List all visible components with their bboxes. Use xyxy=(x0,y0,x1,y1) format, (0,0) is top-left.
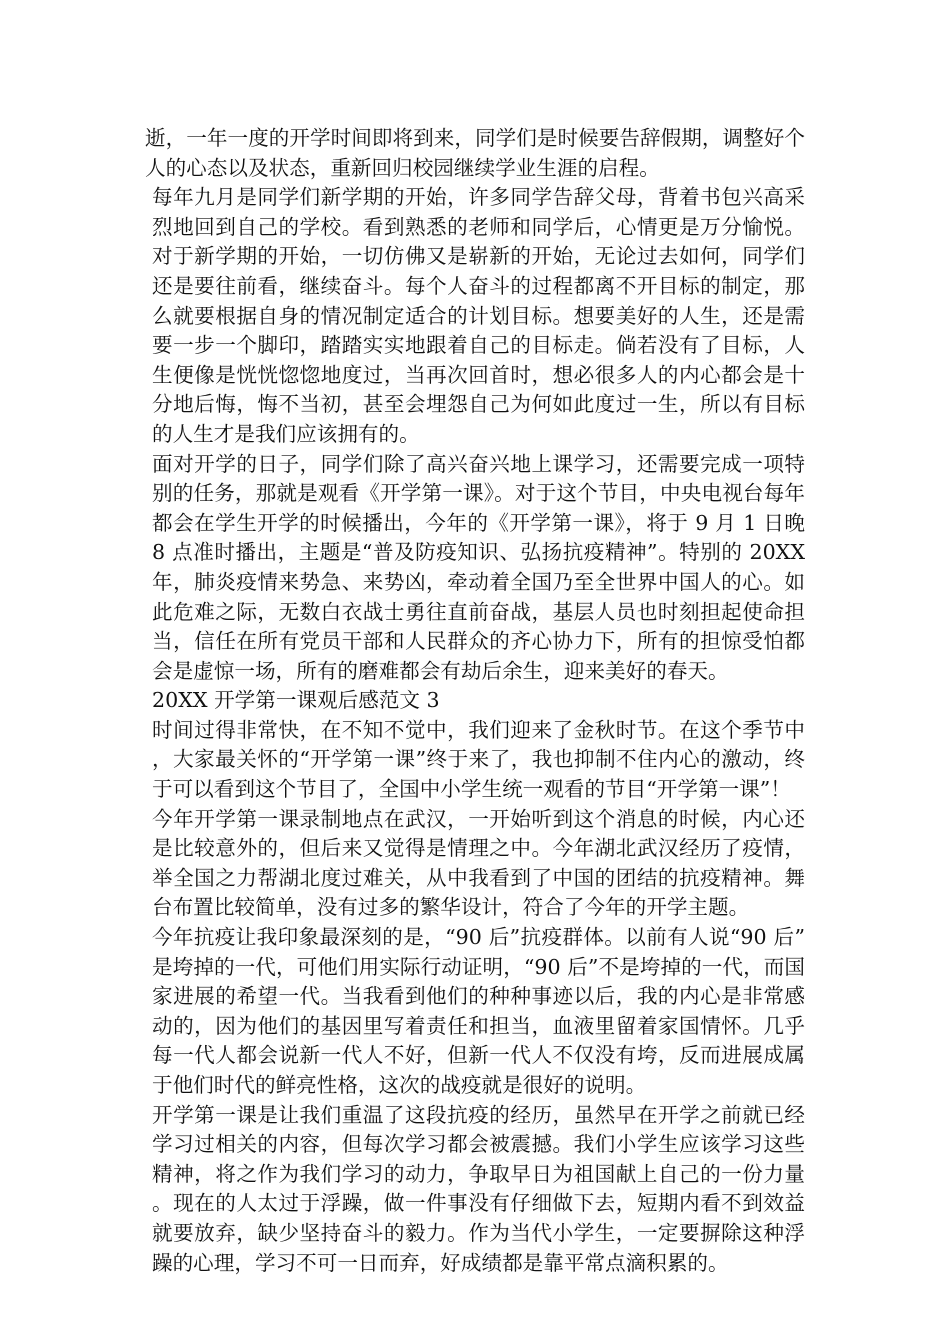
paragraph-new-semester: 每年九月是同学们新学期的开始，许多同学告辞父母，背着书包兴高采烈地回到自己的学校。看到熟悉的老师和同学后，心情更是万分愉悦。对于新学期的开始，一切仿佛又是崭新的开始，无论过去如何，同学们还是要往前看，继续奋斗。每个人奋斗的过程都离不开目标的制定，那么就要根据自身的情况制定适合的计划目标。想要美好的人生，还是需要一步一个脚印，踏踏实实地跟着自己的目标走。倘若没有了目标，人生便像是恍恍惚惚地度过，当再次回首时，想必很多人的内心都会是十分地后悔，悔不当初，甚至会埋怨自己为何如此度过一生，所以有目标的人生才是我们应该拥有的。 xyxy=(152,185,805,446)
paragraph-post-90s: 今年抗疫让我印象最深刻的是，“90 后”抗疫群体。以前有人说“90 后”是垮掉的一代，可他们用实际行动证明，“90 后”不是垮掉的一代，而国家进展的希望一代。当我看到他们的种种事迹以后，我的内心是非常感动的，因为他们的基因里写着责任和担当，血液里留着家国情怀。几乎每一代人都会说新一代人不好，但新一代人不仅没有垮，反而进展成属于他们时代的鲜亮性格，这次的战疫就是很好的说明。 xyxy=(152,925,805,1097)
paragraph-autumn: 时间过得非常快，在不知不觉中，我们迎来了金秋时节。在这个季节中，大家最关怀的“开学第一课”终于来了，我也抑制不住内心的激动，终于可以看到这个节目了，全国中小学生统一观看的节目“开学第一课”！ xyxy=(152,717,805,802)
paragraph-reflection: 开学第一课是让我们重温了这段抗疫的经历，虽然早在开学之前就已经学习过相关的内容，但每次学习都会被震撼。我们小学生应该学习这些精神，将之作为我们学习的动力，争取早日为祖国献上自己的一份力量。现在的人太过于浮躁，做一件事没有仔细做下去，短期内看不到效益就要放弃，缺少坚持奋斗的毅力。作为当代小学生，一定要摒除这种浮躁的心理，学习不可一日而弃，好成绩都是靠平常点滴积累的。 xyxy=(152,1102,805,1275)
paragraph-continuation: 逝，一年一度的开学时间即将到来，同学们是时候要告辞假期，调整好个人的心态以及状态，重新回归校园继续学业生涯的启程。 xyxy=(145,126,805,180)
section-heading: 20XX 开学第一课观后感范文 3 xyxy=(152,688,440,713)
document-page xyxy=(145,124,805,1278)
paragraph-first-lesson-broadcast: 面对开学的日子，同学们除了高兴奋兴地上课学习，还需要完成一项特别的任务，那就是观看《开学第一课》。对于这个节目，中央电视台每年都会在学生开学的时候播出，今年的《开学第一课》，将于 9 月 1 日晚 8 点准时播出，主题是“普及防疫知识、弘扬抗疫精神”。特别的 20XX 年，肺炎疫情来势急、来势凶，牵动着全国乃至全世界中国人的心。如此危难之际，无数白衣战士勇往直前奋战，基层人员也时刻担起使命担当，信任在所有党员干部和人民群众的齐心协力下，所有的担惊受怕都会是虚惊一场，所有的磨难都会有劫后余生，迎来美好的春天。 xyxy=(152,451,805,683)
paragraph-wuhan: 今年开学第一课录制地点在武汉，一开始听到这个消息的时候，内心还是比较意外的，但后来又觉得是情理之中。今年湖北武汉经历了疫情，举全国之力帮湖北度过难关，从中我看到了中国的团结的抗疫精神。舞台布置比较简单，没有过多的繁华设计，符合了今年的开学主题。 xyxy=(152,806,805,920)
